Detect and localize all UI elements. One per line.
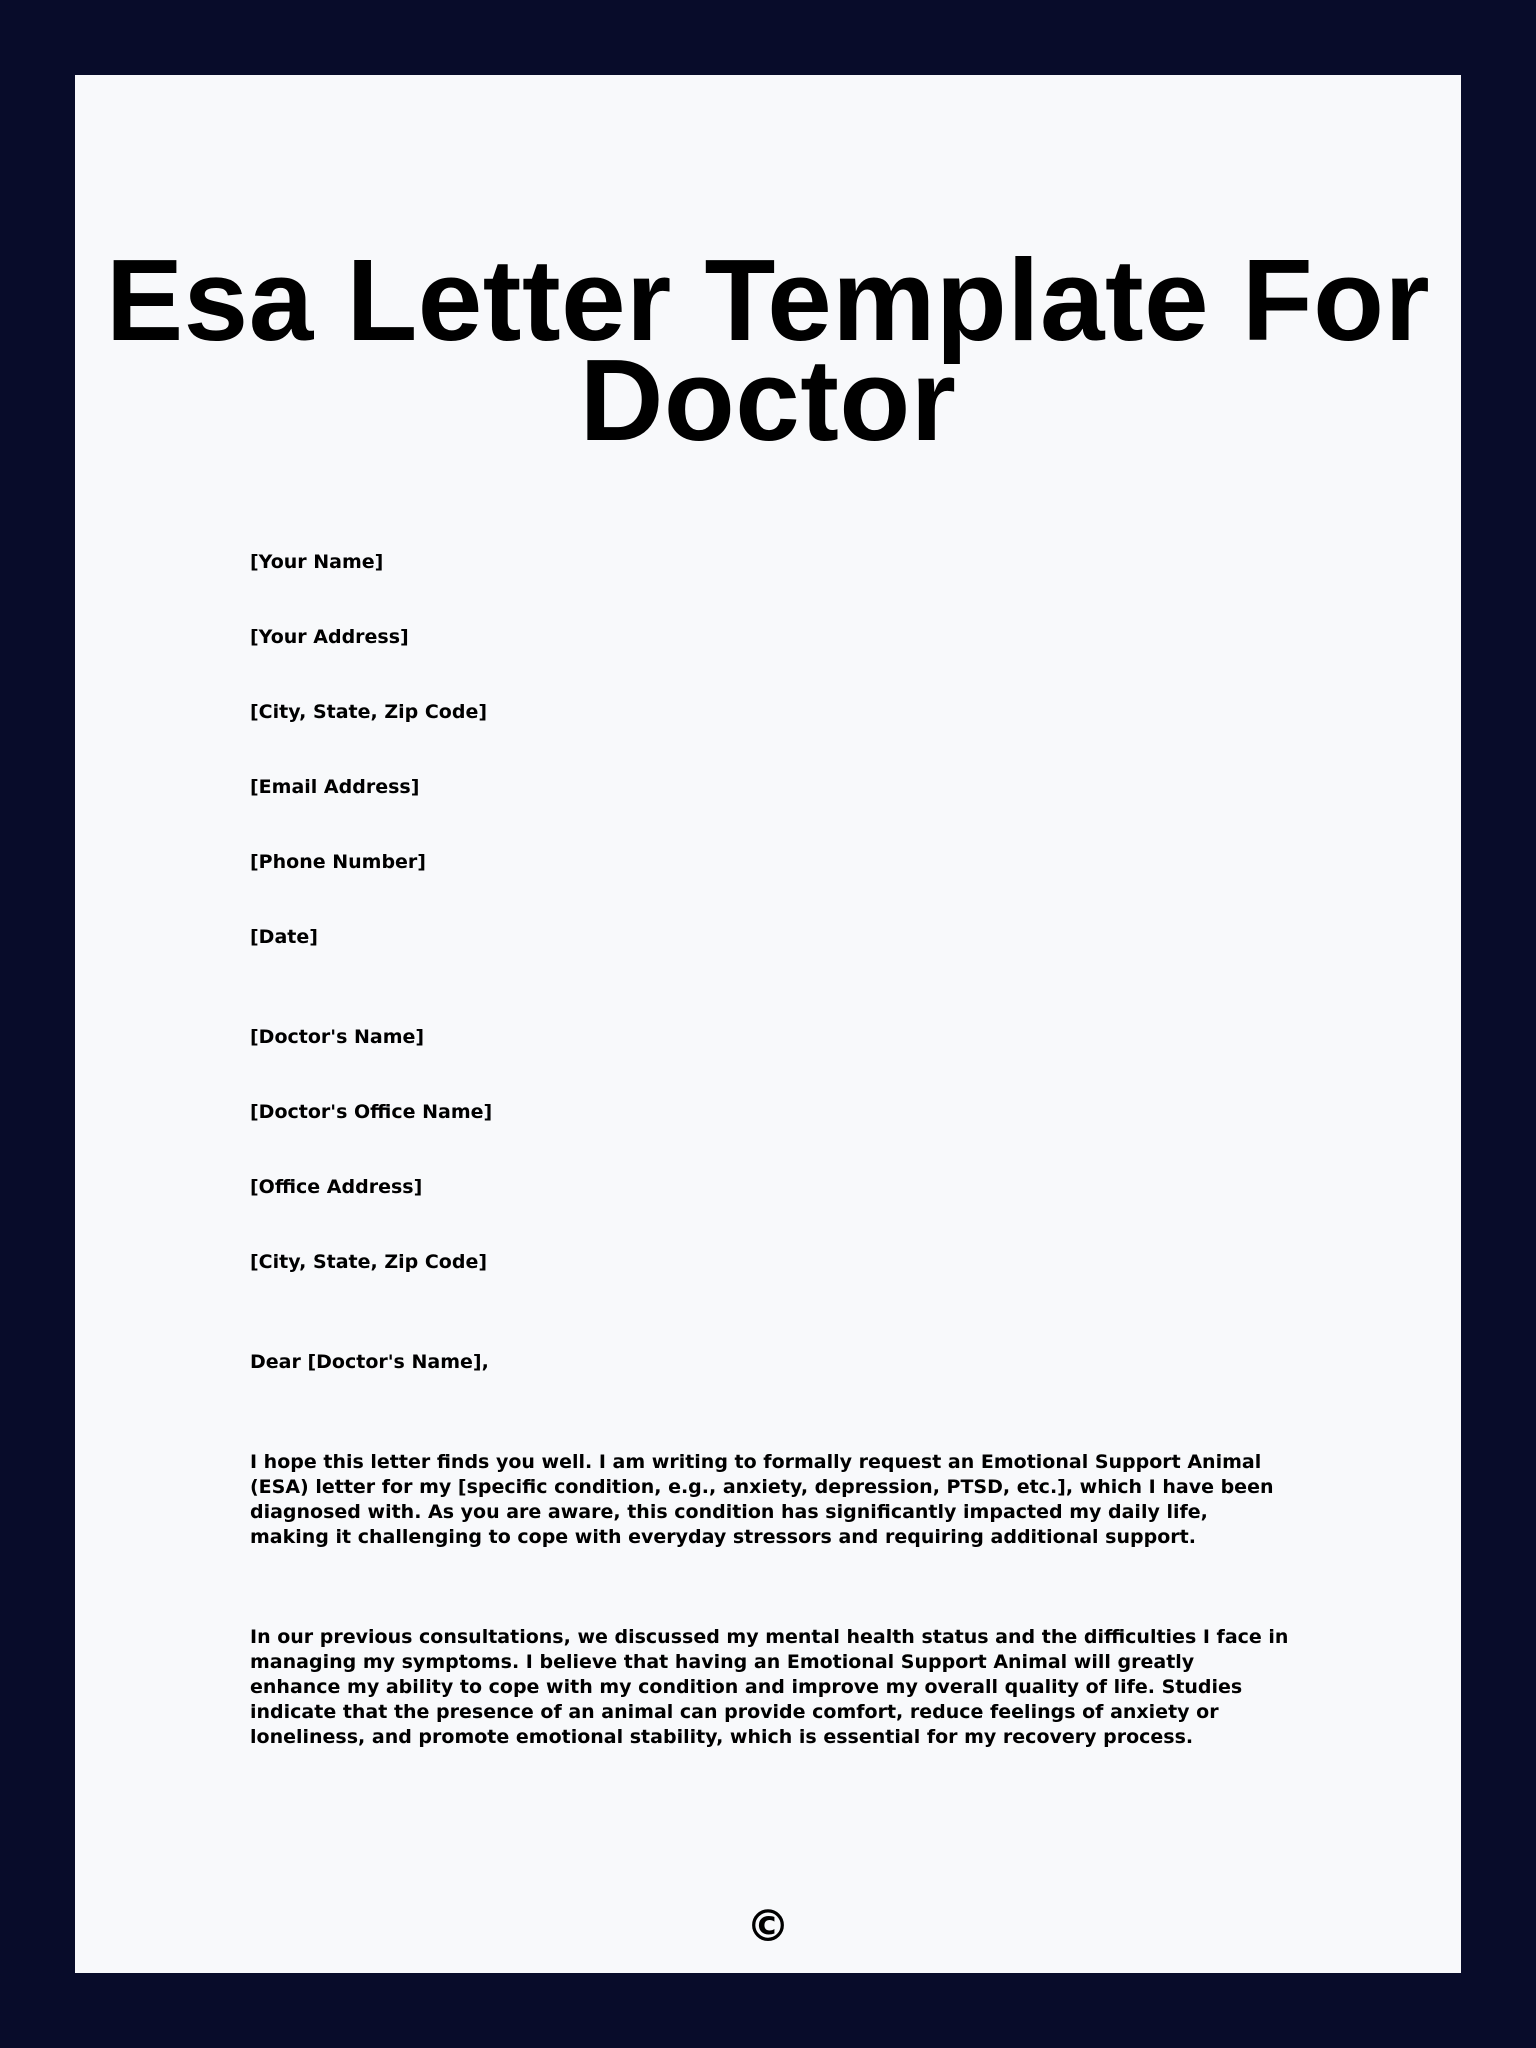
recipient-office-address: [Office Address] bbox=[250, 1176, 423, 1198]
sender-phone: [Phone Number] bbox=[250, 851, 426, 873]
sender-email: [Email Address] bbox=[250, 776, 420, 798]
document-title bbox=[75, 235, 1461, 465]
recipient-city-state-zip: [City, State, Zip Code] bbox=[250, 1251, 488, 1273]
copyright-symbol: © bbox=[746, 1901, 790, 1952]
sender-name: [Your Name] bbox=[250, 551, 384, 573]
paragraph-1: I hope this letter finds you well. I am writing to formally request an Emotional Support Animal (ESA) letter for my [specific condition, e.g., anxiety, depression, PTSD, etc.], which I have been diagnosed with. As you are aware, this condition has significantly impacted my daily life, making it challenging to cope with everyday stressors and requiring additional support. bbox=[250, 1451, 1274, 1548]
recipient-office-name: [Doctor's Office Name] bbox=[250, 1101, 493, 1123]
paragraph-2: In our previous consultations, we discussed my mental health status and the difficulties I face in managing my symptoms. I believe that having an Emotional Support Animal will greatly enhance my ability to cope with my condition and improve my overall quality of life. Studies indicate that the presence of an animal can provide comfort, reduce feelings of anxiety or loneliness, and promote emotional stability, which is essential for my recovery process. bbox=[250, 1626, 1289, 1748]
letter-page bbox=[75, 75, 1461, 1973]
title-line-1: Esa Letter Template For bbox=[105, 235, 1431, 365]
recipient-name: [Doctor's Name] bbox=[250, 1026, 425, 1048]
title-line-2: Doctor bbox=[579, 335, 957, 465]
sender-city-state-zip: [City, State, Zip Code] bbox=[250, 701, 488, 723]
sender-address: [Your Address] bbox=[250, 626, 409, 648]
letter-date: [Date] bbox=[250, 926, 318, 948]
salutation: Dear [Doctor's Name], bbox=[250, 1351, 489, 1373]
